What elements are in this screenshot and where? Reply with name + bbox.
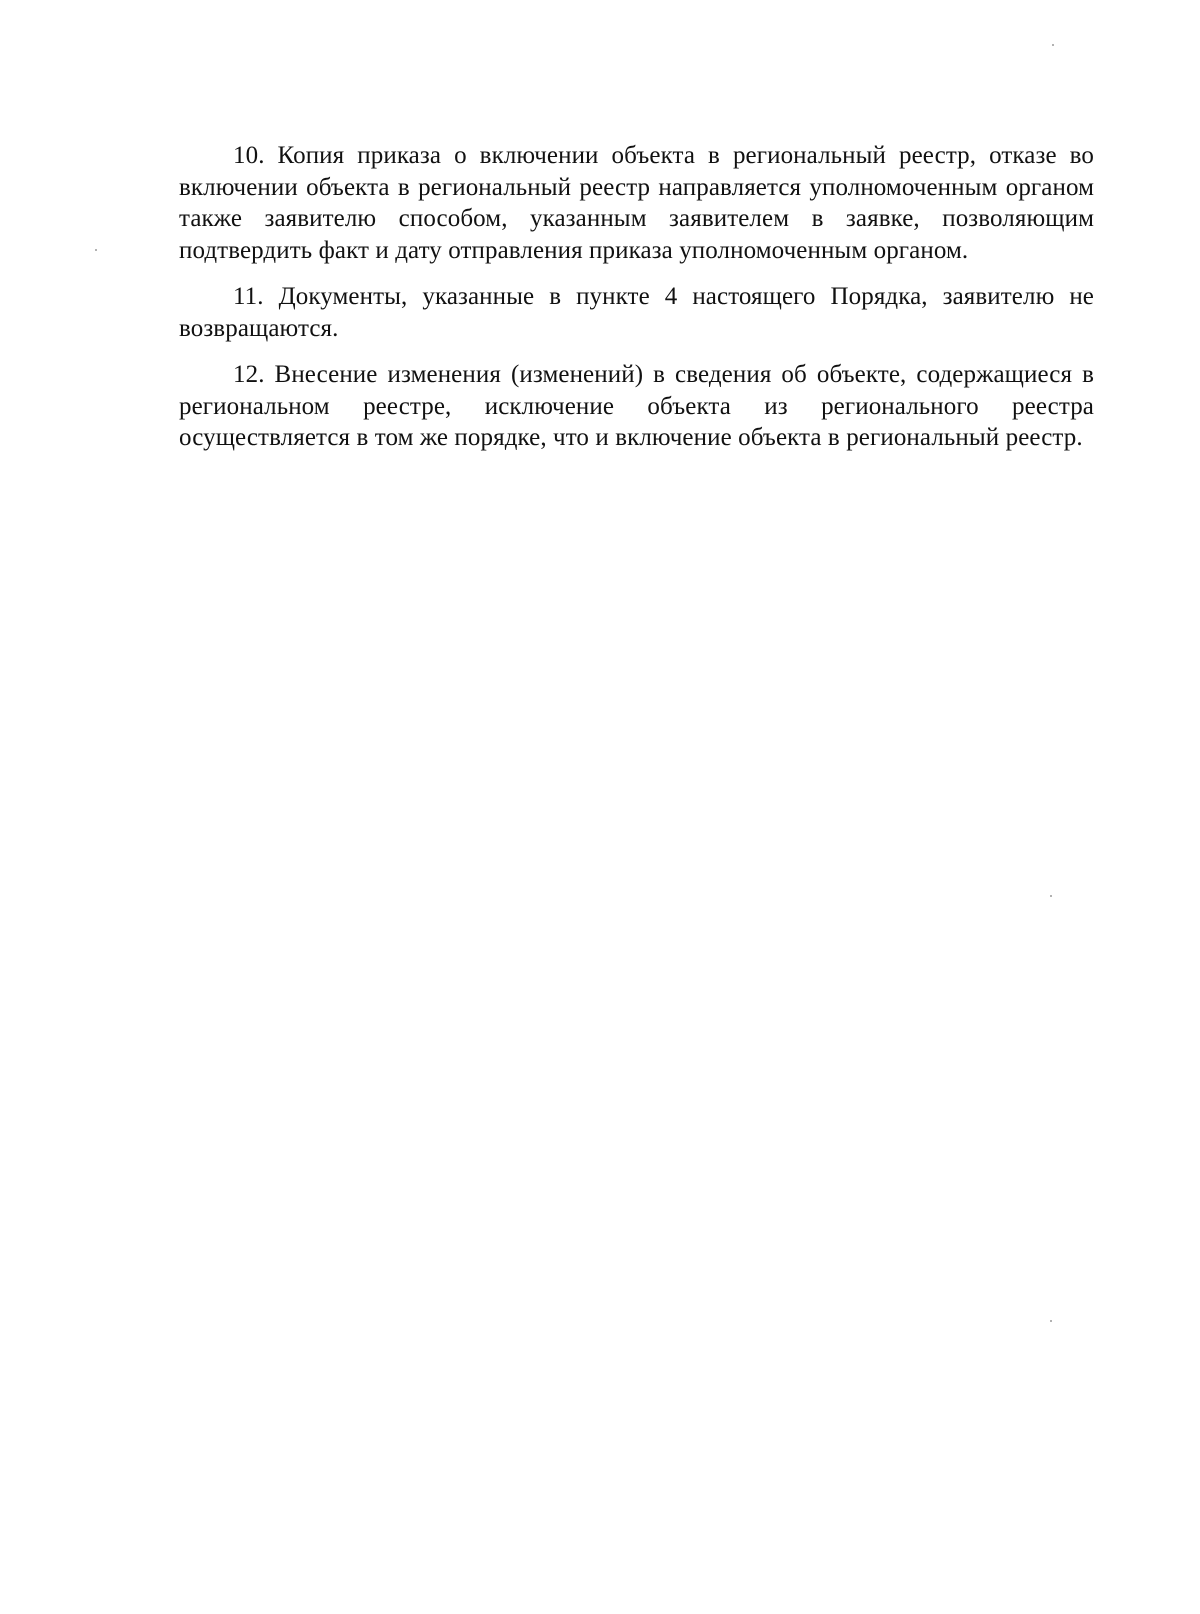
scan-speck [1050,1320,1052,1322]
document-body [179,140,1094,469]
paragraph-12: 12. Внесение изменения (изменений) в сведения об объекте, содержащиеся в региональном реестре, исключение объекта из регионального реестра осуществляется в том же порядке, что и включение объекта в региональный реестр. [179,361,1094,451]
scan-speck [1050,895,1052,897]
paragraph-11: 11. Документы, указанные в пункте 4 настоящего Порядка, заявителю не возвращаются. [179,283,1094,342]
scan-speck [1052,44,1054,46]
paragraph-10: 10. Копия приказа о включении объекта в региональный реестр, отказе во включении объекта в региональный реестр направляется уполномоченным органом также заявителю способом, указанным заявителем в заявке, позволяющим подтвердить факт и дату отправления приказа уполномоченным органом. [179,142,1094,264]
scan-speck [95,249,97,251]
